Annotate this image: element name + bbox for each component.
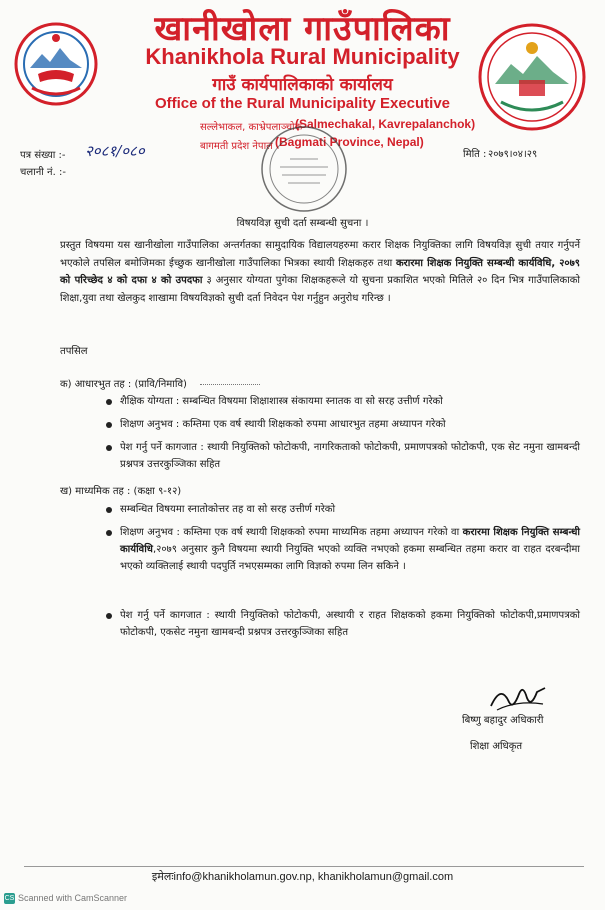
list-item: पेश गर्नु पर्ने कागजात : स्थायी नियुक्तिको फोटोकपी, नागरिकताको फोटोकपी, प्रमाणपत्रको फोटोकपी, एक सेट नमुना खामबन्दी प्रश्नपत्र उत्तरकुञ्जिका सहित	[120, 439, 580, 473]
bullet-icon	[106, 422, 112, 428]
province-nepali: बागमती प्रदेश नेपाल	[200, 141, 273, 152]
bullet-icon	[106, 530, 112, 536]
intro-paragraph: प्रस्तुत विषयमा यस खानीखोला गाउँपालिका अन्तर्गतका सामुदायिक विद्यालयहरुमा करार शिक्षक नियुक्तिका लागि विषयविज्ञ सुची तयार गर्नुपर्ने भएकोले तपसिल बमोजिमका ईच्छुक खानीखोला गाउँपालिका भित्रका स्थायी शिक्षकहरु तथा करारमा शिक्षक नियुक्ति सम्बन्धी कार्यविधि, २०७९ को परिच्छेद ४ को दफा ४ को उपदफा ३ अनुसार योग्यता पुगेका शिक्षकहरूले यो सुचना प्रकाशित भएको मितिले २० दिन भित्र गाउँपालिकाको शिक्षा,युवा तथा खेलकुद शाखामा विषयविज्ञको सुची दर्ता निवेदन पेश गर्नुहुन अनुरोध गरिन्छ ।	[60, 240, 580, 304]
dispatch-number-label: चलानी नं. :-	[20, 167, 66, 178]
office-title-nepali: गाउँ कार्यपालिकाको कार्यालय	[212, 75, 393, 95]
office-title-english: Office of the Rural Municipality Executive	[154, 95, 451, 112]
bullet-icon	[106, 399, 112, 405]
list-item: शिक्षण अनुभव : कम्तिमा एक वर्ष स्थायी शिक्षकको रुपमा आधारभुत तहमा अध्यापन गरेको	[120, 416, 580, 433]
bullet-icon	[106, 507, 112, 513]
address-english: (Salmechakal, Kavrepalanchok)	[295, 117, 476, 131]
date-label: मिति :	[463, 149, 487, 160]
signatory-title: शिक्षा अधिकृत	[470, 741, 523, 752]
municipality-title-english: Khanikhola Rural Municipality	[145, 44, 460, 69]
notice-subject: विषयविज्ञ सुची दर्ता सम्बन्धी सुचना ।	[236, 218, 369, 229]
details-heading: तपसिल	[60, 346, 88, 357]
signature-mark	[487, 680, 549, 714]
section-secondary-level-heading: ख) माध्यमिक तह : (कक्षा ९-१२)	[60, 486, 182, 497]
office-stamp	[258, 123, 350, 215]
footer-email: इमेलःinfo@khanikholamun.gov.np, khanikholamun@gmail.com	[151, 871, 454, 883]
footer-divider	[24, 866, 584, 867]
bullet-icon	[106, 613, 112, 619]
scanner-watermark: CS Scanned with CamScanner	[4, 893, 128, 903]
list-item: शिक्षण अनुभव : कम्तिमा एक वर्ष स्थायी शिक्षकको रुपमा माध्यमिक तहमा अध्यापन गरेको वा करारमा शिक्षक नियुक्ति सम्बन्धी कार्यविधि,२०७९ अनुसार कुनै विषयमा स्थायी नियुक्ति भएको व्यक्ति नभएको हकमा सम्बन्धित तहमा करार वा राहत दरबन्दीमा भएको व्यक्तिलाई स्थायी पदपुर्ति नभएसम्मका लागि विज्ञको रुपमा लिन सकिने ।	[120, 524, 580, 575]
reference-number-label: पत्र संख्या :-	[20, 150, 66, 161]
camscanner-icon: CS	[4, 895, 15, 903]
signatory-name: बिष्णु बहादुर अधिकारी	[462, 715, 544, 726]
list-item: पेश गर्नु पर्ने कागजात : स्थायी नियुक्तिको फोटोकपी, अस्थायी र राहत शिक्षकको हकमा नियुक्तिको फोटोकपी,प्रमाणपत्रको फोटोकपी, एकसेट नमुना खामबन्दी प्रश्नपत्र उत्तरकुञ्जिका सहित	[120, 607, 580, 641]
date-value: २०७९।०४।२९	[488, 149, 538, 160]
reference-number-value: २०८१/०८०	[85, 142, 145, 160]
divider	[200, 384, 260, 385]
list-item: सम्बन्धित विषयमा स्नातोकोत्तर तह वा सो सरह उत्तीर्ण गरेको	[120, 501, 580, 518]
bullet-icon	[106, 445, 112, 451]
province-english: (Bagmati Province, Nepal)	[275, 135, 424, 149]
municipality-title-nepali: खानीखोला गाउँपालिका	[154, 9, 451, 49]
list-item: शैक्षिक योग्यता : सम्बन्धित विषयमा शिक्षाशास्त्र संकायमा स्नातक वा सो सरह उत्तीर्ण गरेको	[120, 393, 580, 410]
section-basic-level-heading: क) आधारभुत तह : (प्रावि/निमावि)	[60, 379, 187, 390]
address-nepali: सल्लेभाकल, काभ्रेपलाञ्चोक	[200, 122, 303, 133]
